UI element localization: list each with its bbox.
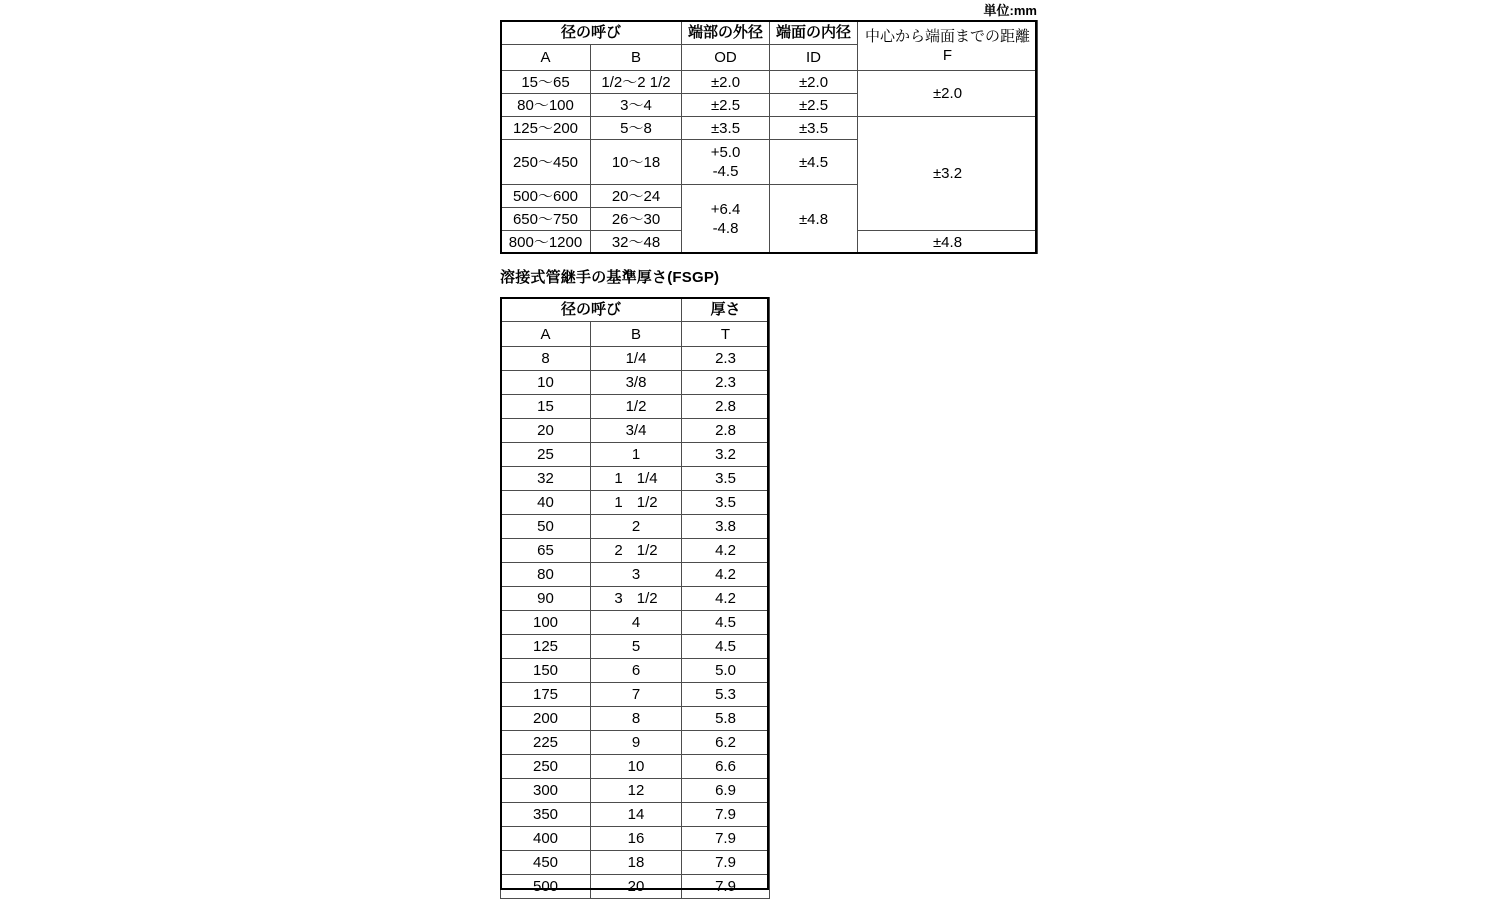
cell-size-a: 8 xyxy=(501,347,591,371)
unit-note: 単位:mm xyxy=(983,3,1037,18)
cell-size-a: 15 xyxy=(501,395,591,419)
cell-size-b-fraction: 1/2 xyxy=(636,494,658,511)
cell-thickness: 4.5 xyxy=(682,611,770,635)
cell-size-b: 1/4 xyxy=(591,347,682,371)
header-inner-diameter: 端面の内径 xyxy=(770,21,858,45)
cell-f: ±4.8 xyxy=(858,231,1038,254)
cell-size-a: 80 xyxy=(501,563,591,587)
table-row xyxy=(501,467,770,491)
table-row xyxy=(501,875,770,899)
table-row xyxy=(501,611,770,635)
cell-size-b: 16 xyxy=(591,827,682,851)
cell-size-b-fraction: 1/4 xyxy=(636,470,658,487)
cell-size-b-whole: 1 xyxy=(614,494,623,511)
cell-size-b: 3 xyxy=(591,563,682,587)
cell-od: ±2.5 xyxy=(682,94,770,117)
tolerance-table xyxy=(500,20,1038,254)
cell-size-a: 350 xyxy=(501,803,591,827)
cell-size-b-whole: 2 xyxy=(614,542,623,559)
table-row xyxy=(501,683,770,707)
cell-size-a: 100 xyxy=(501,611,591,635)
cell-size-a: 450 xyxy=(501,851,591,875)
cell-size-b: 4 xyxy=(591,611,682,635)
table-row xyxy=(501,443,770,467)
cell-size-b: 1 xyxy=(591,443,682,467)
cell-size-b: 3/4 xyxy=(591,419,682,443)
cell-thickness: 2.3 xyxy=(682,347,770,371)
cell-size-b: 9 xyxy=(591,731,682,755)
cell-od-plus: +5.0 xyxy=(710,144,741,161)
cell-size-b: 2 xyxy=(591,515,682,539)
table-row xyxy=(501,827,770,851)
cell-size-a: 32 xyxy=(501,467,591,491)
table-row xyxy=(501,587,770,611)
cell-size-a: 650〜750 xyxy=(501,208,591,231)
cell-size-b xyxy=(591,587,682,611)
cell-f: ±3.2 xyxy=(858,117,1038,231)
cell-size-a: 800〜1200 xyxy=(501,231,591,254)
cell-thickness: 6.6 xyxy=(682,755,770,779)
cell-od-minus: -4.5 xyxy=(712,163,739,180)
cell-size-a: 150 xyxy=(501,659,591,683)
cell-thickness: 3.5 xyxy=(682,467,770,491)
header-col-a: A xyxy=(501,322,591,347)
cell-thickness: 2.3 xyxy=(682,371,770,395)
table-row xyxy=(501,117,1038,140)
header-col-t: T xyxy=(682,322,770,347)
cell-size-a: 300 xyxy=(501,779,591,803)
cell-thickness: 4.5 xyxy=(682,635,770,659)
table-row xyxy=(501,515,770,539)
cell-size-b: 6 xyxy=(591,659,682,683)
cell-size-a: 65 xyxy=(501,539,591,563)
cell-thickness: 5.0 xyxy=(682,659,770,683)
thickness-table xyxy=(500,297,770,899)
cell-thickness: 3.8 xyxy=(682,515,770,539)
header-thickness: 厚さ xyxy=(682,298,770,322)
table-row xyxy=(501,803,770,827)
table-row xyxy=(501,755,770,779)
table-row xyxy=(501,635,770,659)
cell-size-a: 200 xyxy=(501,707,591,731)
cell-size-b-whole: 1 xyxy=(614,470,623,487)
table-row xyxy=(501,731,770,755)
cell-size-b: 5〜8 xyxy=(591,117,682,140)
cell-size-a: 400 xyxy=(501,827,591,851)
cell-od xyxy=(682,185,770,254)
cell-size-b: 7 xyxy=(591,683,682,707)
cell-size-b: 1/2〜2 1/2 xyxy=(591,71,682,94)
header-center-to-face-label: 中心から端面までの距離 xyxy=(864,27,1030,45)
cell-size-b: 26〜30 xyxy=(591,208,682,231)
header-center-to-face-distance xyxy=(858,21,1038,71)
page-title: 溶接式管継手の基準厚さ(FSGP) xyxy=(500,269,720,286)
table-row xyxy=(501,563,770,587)
cell-size-b: 3/8 xyxy=(591,371,682,395)
cell-size-a: 250〜450 xyxy=(501,140,591,185)
cell-thickness: 3.5 xyxy=(682,491,770,515)
cell-size-b: 20 xyxy=(591,875,682,899)
table-row xyxy=(501,539,770,563)
cell-id: ±4.8 xyxy=(770,185,858,254)
cell-size-a: 125 xyxy=(501,635,591,659)
cell-thickness: 4.2 xyxy=(682,587,770,611)
table-row xyxy=(501,659,770,683)
thickness-table-body xyxy=(501,298,770,899)
cell-size-b-fraction: 1/2 xyxy=(636,542,658,559)
cell-thickness: 4.2 xyxy=(682,563,770,587)
header-diameter-designation: 径の呼び xyxy=(501,298,682,322)
cell-thickness: 4.2 xyxy=(682,539,770,563)
table-row xyxy=(501,395,770,419)
cell-size-a: 90 xyxy=(501,587,591,611)
cell-size-b: 3〜4 xyxy=(591,94,682,117)
tolerance-table-body xyxy=(501,21,1038,254)
cell-thickness: 7.9 xyxy=(682,827,770,851)
cell-size-a: 225 xyxy=(501,731,591,755)
cell-od xyxy=(682,140,770,185)
cell-size-b: 5 xyxy=(591,635,682,659)
cell-id: ±2.5 xyxy=(770,94,858,117)
header-col-id: ID xyxy=(770,45,858,71)
cell-size-a: 500 xyxy=(501,875,591,899)
cell-size-a: 15〜65 xyxy=(501,71,591,94)
cell-size-a: 10 xyxy=(501,371,591,395)
cell-size-b: 14 xyxy=(591,803,682,827)
table-row xyxy=(501,707,770,731)
table-header-row-1 xyxy=(501,21,1038,45)
cell-size-b: 10〜18 xyxy=(591,140,682,185)
table-header-row-1 xyxy=(501,298,770,322)
cell-size-b xyxy=(591,467,682,491)
cell-thickness: 7.9 xyxy=(682,803,770,827)
cell-size-b: 32〜48 xyxy=(591,231,682,254)
cell-size-b xyxy=(591,539,682,563)
cell-size-a: 80〜100 xyxy=(501,94,591,117)
cell-size-a: 125〜200 xyxy=(501,117,591,140)
cell-thickness: 7.9 xyxy=(682,875,770,899)
cell-f: ±2.0 xyxy=(858,71,1038,117)
cell-size-b: 8 xyxy=(591,707,682,731)
header-outer-diameter: 端部の外径 xyxy=(682,21,770,45)
cell-size-a: 40 xyxy=(501,491,591,515)
table-row xyxy=(501,851,770,875)
cell-od: ±3.5 xyxy=(682,117,770,140)
cell-size-b: 10 xyxy=(591,755,682,779)
header-col-b: B xyxy=(591,322,682,347)
cell-od-minus: -4.8 xyxy=(712,220,739,237)
cell-size-b: 20〜24 xyxy=(591,185,682,208)
cell-size-b: 18 xyxy=(591,851,682,875)
table-row xyxy=(501,491,770,515)
cell-size-b-fraction: 1/2 xyxy=(636,590,658,607)
cell-thickness: 2.8 xyxy=(682,419,770,443)
cell-thickness: 3.2 xyxy=(682,443,770,467)
header-diameter-designation: 径の呼び xyxy=(501,21,682,45)
header-col-a: A xyxy=(501,45,591,71)
cell-size-a: 500〜600 xyxy=(501,185,591,208)
table-row xyxy=(501,347,770,371)
header-col-b: B xyxy=(591,45,682,71)
cell-thickness: 5.8 xyxy=(682,707,770,731)
table-row xyxy=(501,371,770,395)
cell-thickness: 2.8 xyxy=(682,395,770,419)
table-header-row-2 xyxy=(501,322,770,347)
cell-thickness: 5.3 xyxy=(682,683,770,707)
header-center-to-face-symbol: F xyxy=(942,46,953,64)
cell-size-a: 250 xyxy=(501,755,591,779)
cell-thickness: 7.9 xyxy=(682,851,770,875)
cell-thickness: 6.2 xyxy=(682,731,770,755)
cell-size-a: 20 xyxy=(501,419,591,443)
cell-id: ±2.0 xyxy=(770,71,858,94)
table-row xyxy=(501,779,770,803)
cell-size-b: 1/2 xyxy=(591,395,682,419)
cell-size-b: 12 xyxy=(591,779,682,803)
cell-thickness: 6.9 xyxy=(682,779,770,803)
cell-size-a: 175 xyxy=(501,683,591,707)
cell-id: ±4.5 xyxy=(770,140,858,185)
table-row xyxy=(501,419,770,443)
cell-size-a: 50 xyxy=(501,515,591,539)
cell-size-a: 25 xyxy=(501,443,591,467)
cell-od-plus: +6.4 xyxy=(710,201,741,218)
cell-od: ±2.0 xyxy=(682,71,770,94)
cell-id: ±3.5 xyxy=(770,117,858,140)
header-col-od: OD xyxy=(682,45,770,71)
cell-size-b xyxy=(591,491,682,515)
table-row xyxy=(501,71,1038,94)
cell-size-b-whole: 3 xyxy=(614,590,623,607)
